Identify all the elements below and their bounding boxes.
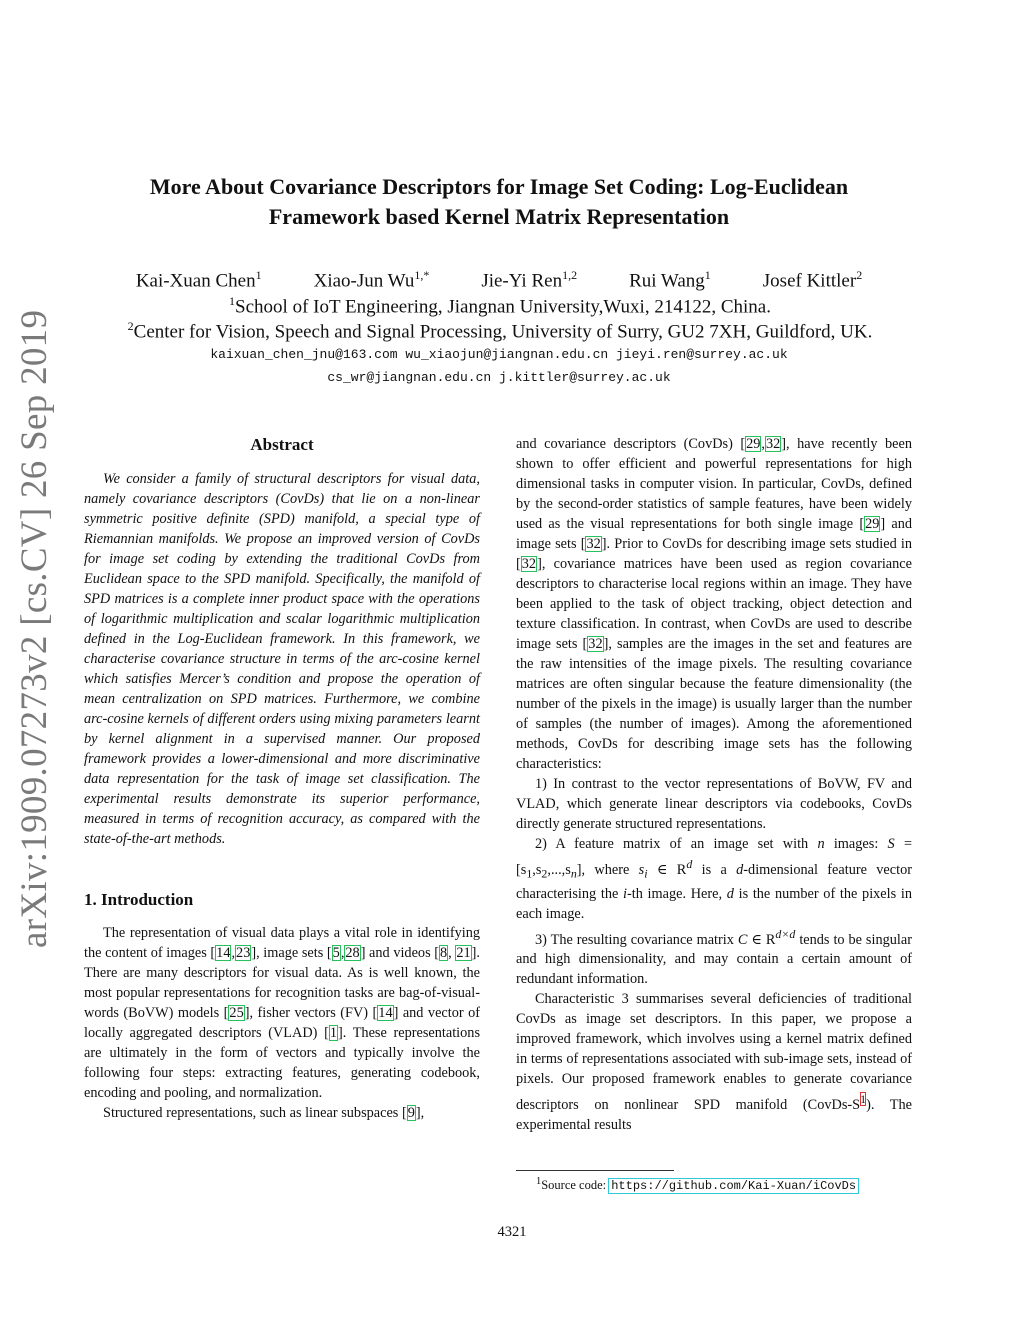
right-column: [516, 434, 912, 1135]
source-code-link[interactable]: https://github.com/Kai-Xuan/iCovDs: [611, 1179, 857, 1194]
author: Rui Wang$^1$: [629, 268, 711, 292]
intro-paragraph-1: The representation of visual data plays a vital role in identifying the content of images [14,23], image sets [5,28] and videos [8, 21]. There are many descriptors for visual data. As is well known, the most popular representations for recognition tasks are bag-of-visual-words (BoVW) models [25], fisher vectors (FV) [14] and vector of locally aggregated descriptors (VLAD) [1]. These representations are ultimately in the form of vectors and typically involve the following four steps: extracting features, generating codebook, encoding and pooling, and normalization.: [84, 925, 481, 1101]
citation-link[interactable]: 32: [586, 536, 601, 552]
citation-link[interactable]: 25: [229, 1005, 244, 1021]
citation-link[interactable]: 1: [329, 1025, 337, 1041]
citation-link[interactable]: 23: [236, 945, 251, 961]
author-emails-line-1: kaixuan_chen_jnu@163.com wu_xiaojun@jiangnan.edu.cn jieyi.ren@surrey.ac.uk: [210, 347, 788, 362]
citation-link[interactable]: 14: [216, 945, 231, 961]
affiliation-2: $^2$Center for Vision, Speech and Signal Processing, University of Surry, GU2 7XH, Guildford, UK.: [127, 319, 873, 343]
author-list: [90, 268, 908, 292]
left-column: [84, 434, 480, 1123]
citation-link[interactable]: 29: [865, 516, 880, 532]
abstract-heading: Abstract: [250, 435, 314, 454]
author: Josef Kittler$^2$: [762, 268, 863, 292]
right-paragraph-2: Characteristic 3 summarises several deficiencies of traditional CovDs as image set descriptors. In this paper, we propose a improved framework, which involves using a kernel matrix defined in terms of representations associated with sub-image sets, instead of pixels. Our proposed framework enables to generate covariance descriptors on nonlinear SPD manifold (CovDs-S$^1$). The experimental results: [516, 991, 912, 1134]
characteristic-item-1: 1) In contrast to the vector representations of BoVW, FV and VLAD, which generate linear descriptors via codebooks, CovDs directly generate structured representations.: [516, 776, 912, 832]
abstract-text: We consider a family of structural descriptors for visual data, namely covariance descriptors (CovDs) that lie on a non-linear symmetric positive definite (SPD) manifold, a special type of Riemannian manifolds. We propose an improved version of CovDs for image set coding by extending the traditional CovDs from Euclidean space to the SPD manifold. Specifically, the manifold of SPD matrices is a complete inner product space with the operations of logarithmic multiplication and scalar logarithmic multiplication defined in the Log-Euclidean framework. In this framework, we characterise covariance structure in terms of the arc-cosine kernel which satisfies Mercer’s condition and propose the operation of mean centralization on SPD matrices. Furthermore, we combine arc-cosine kernels of different orders using mixing parameters learnt by kernel alignment in a supervised manner. Our proposed framework provides a lower-dimensional and more discriminative data representation for the task of image set classification. The experimental results demonstrate its superior performance, measured in terms of recognition accuracy, as compared with the state-of-the-art methods.: [84, 471, 480, 847]
author-emails-line-2: cs_wr@jiangnan.edu.cn j.kittler@surrey.ac.uk: [327, 370, 671, 385]
page-number: 4321: [497, 1224, 527, 1240]
citation-link[interactable]: 32: [521, 556, 537, 572]
footnote-link[interactable]: 1: [860, 1092, 867, 1107]
arxiv-identifier-stamp: arXiv:1909.07273v2 [cs.CV] 26 Sep 2019: [14, 309, 55, 948]
citation-link[interactable]: 8: [440, 945, 448, 961]
author: Jie-Yi Ren$^{1,2}$: [481, 268, 578, 292]
right-paragraph-1: and covariance descriptors (CovDs) [29,32], have recently been shown to offer efficient and powerful representations for high dimensional tasks in computer vision. In particular, CovDs, defined by the second-order statistics of sample features, have been widely used as the visual representations for both single image [29] and image sets [32]. Prior to CovDs for describing image sets studied in [32], covariance matrices have been used as region covariance descriptors to characterise local regions within an image. They have been applied to the task of object tracking, object detection and texture classification. In contrast, when CovDs are used to describe image sets [32], samples are the images in the set and features are the raw intensities of the image pixels. The resulting covariance matrices are often singular because the feature dimensionality (the number of the pixels in the image) is usually larger than the number of samples (the number of images). Among the aforementioned methods, CovDs for describing image sets has the following characteristics:: [516, 436, 913, 772]
introduction-heading: 1. Introduction: [84, 890, 194, 909]
citation-link[interactable]: 28: [345, 945, 360, 961]
citation-link[interactable]: 32: [588, 636, 603, 652]
footnote-divider: [516, 1170, 674, 1171]
affiliation-1: $^1$School of IoT Engineering, Jiangnan University,Wuxi, 214122, China.: [229, 294, 771, 318]
intro-paragraph-2: Structured representations, such as linear subspaces [9],: [103, 1105, 425, 1121]
characteristic-item-3: 3) The resulting covariance matrix C ∈ $R^{d\times d}$ tends to be singular and high dimensionality, and may contain a certain amount of redundant information.: [516, 926, 912, 988]
title-line-2: Framework based Kernel Matrix Representation: [268, 204, 730, 229]
paper-title: [90, 172, 908, 232]
characteristic-item-2: 2) A feature matrix of an image set with n images: $S = [s_1,s_2,...,s_n]$, where $s_i$ ∈ $R^d$ is a d-dimensional feature vector characterising the i-th image. Here, d is the number of the pixels in each image.: [516, 836, 913, 922]
citation-link[interactable]: 29: [746, 436, 761, 452]
citation-link[interactable]: 21: [456, 945, 471, 961]
citation-link[interactable]: 32: [765, 436, 781, 452]
citation-link[interactable]: 14: [378, 1005, 393, 1021]
citation-link[interactable]: 9: [407, 1105, 415, 1121]
title-line-1: More About Covariance Descriptors for Image Set Coding: Log-Euclidean: [149, 174, 849, 199]
author: Xiao-Jun $Wu^{1,*}$: [313, 268, 430, 292]
footnote: $^1$Source code: https://github.com/Kai-Xuan/iCovDs: [536, 1176, 857, 1194]
citation-link[interactable]: 5: [332, 945, 340, 961]
author: Kai-Xuan Chen$^1$: [135, 268, 262, 292]
